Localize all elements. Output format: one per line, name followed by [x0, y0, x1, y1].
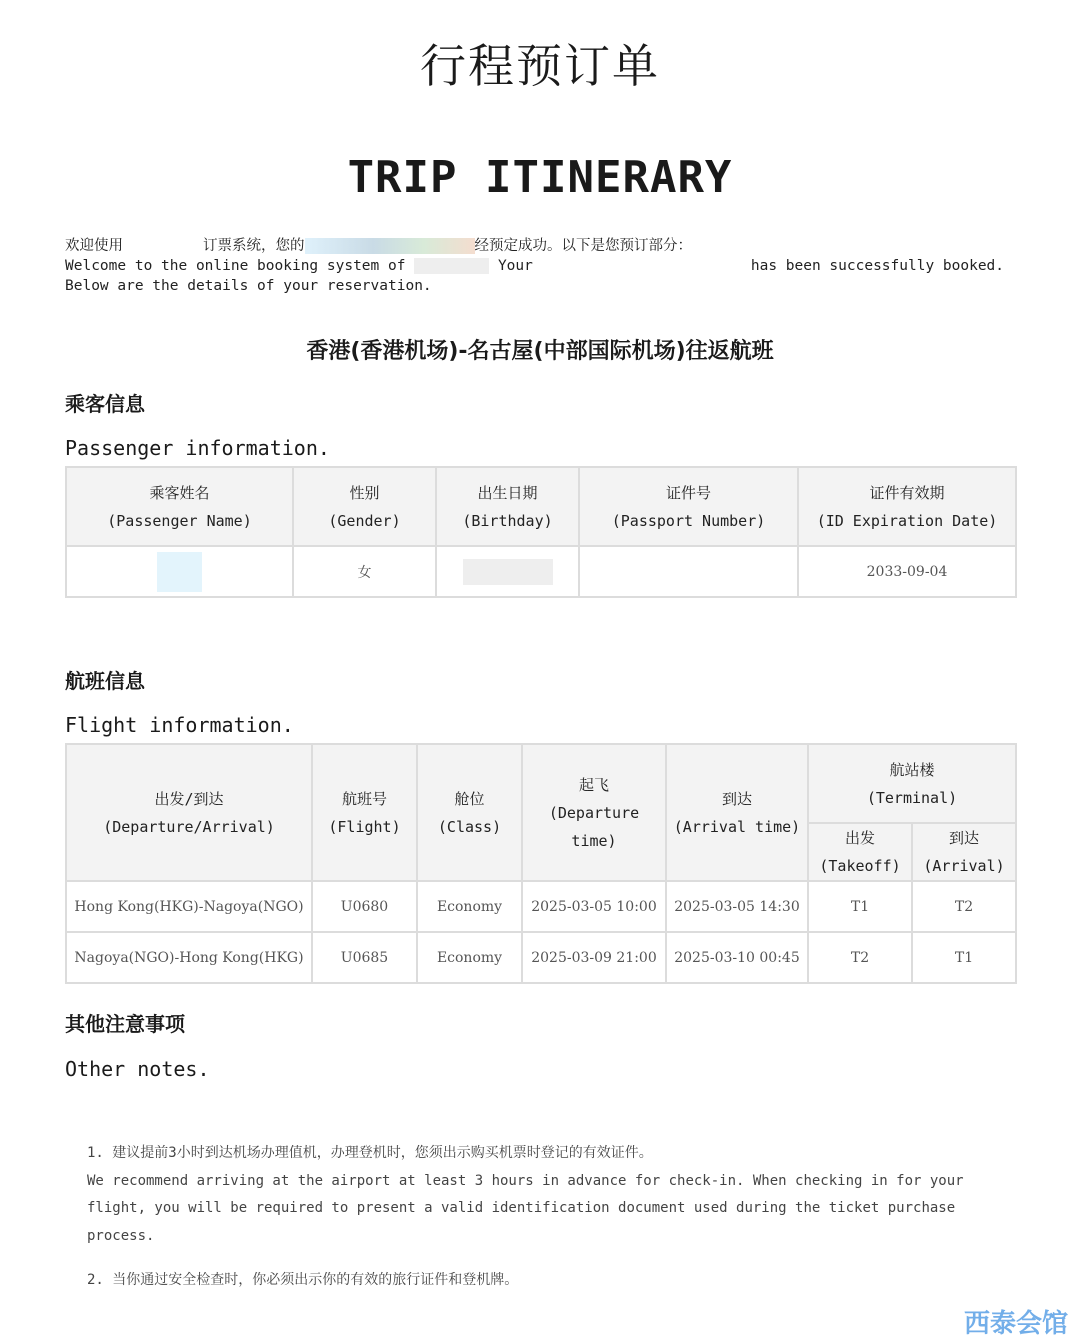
header-zh: 出生日期 [477, 483, 538, 502]
header-zh: 证件有效期 [869, 483, 945, 502]
header-gender [293, 467, 436, 546]
header-en: (Class) [437, 817, 502, 836]
note-1-en: We recommend arriving at the airport at least 3 hours in advance for check-in. When checking in for your flight, you will be required to present a valid identification document used during the ticket purchase process. [87, 1172, 964, 1244]
table-row [66, 932, 1016, 983]
header-flight [312, 744, 417, 881]
header-terminal [808, 744, 1016, 823]
flight-table [65, 743, 1017, 984]
notes-heading-zh: 其他注意事项 [65, 1012, 185, 1036]
header-en: (Gender) [328, 511, 401, 530]
title-zh: 行程预订单 [420, 39, 660, 93]
header-zh: 出发 [844, 829, 875, 847]
header-en: (Departure/Arrival) [103, 817, 275, 836]
welcome-en-4: Below are the details of your reservation. [65, 278, 432, 294]
cell-takeoff-terminal: T2 [808, 932, 912, 983]
header-zh: 到达 [948, 829, 979, 847]
redacted-block [123, 238, 203, 254]
header-en: (Departure time) [548, 803, 640, 850]
header-zh: 航站楼 [889, 760, 935, 779]
welcome-en-1: Welcome to the online booking system of [65, 258, 406, 274]
redacted-block [463, 559, 553, 585]
cell-birthday [436, 546, 579, 597]
header-zh: 到达 [721, 789, 752, 808]
cell-class: Economy [417, 881, 522, 932]
cell-departure: 2025-03-09 21:00 [522, 932, 666, 983]
header-route [66, 744, 312, 881]
welcome-zh-1: 欢迎使用 [65, 238, 123, 254]
header-zh: 舱位 [454, 789, 485, 808]
title-en: TRIP ITINERARY [347, 152, 733, 203]
header-en: (Flight) [328, 817, 401, 836]
flight-heading-en: Flight information. [65, 713, 294, 737]
cell-departure: 2025-03-05 10:00 [522, 881, 666, 932]
header-passenger-name [66, 467, 293, 546]
header-zh: 性别 [349, 483, 380, 502]
passenger-row [66, 546, 1016, 597]
redacted-block [414, 258, 489, 274]
welcome-zh-3: 经预定成功。以下是您预订部分： [474, 238, 692, 254]
note-1-zh: 1. 建议提前3小时到达机场办理值机，办理登机时，您须出示购买机票时登记的有效证件。 [87, 1145, 653, 1161]
header-terminal-arrival [912, 823, 1016, 881]
welcome-text [65, 236, 1004, 296]
cell-flight: U0680 [312, 881, 417, 932]
header-departure [522, 744, 666, 881]
passenger-heading-zh: 乘客信息 [65, 392, 145, 416]
header-en: (Arrival) [923, 857, 1005, 875]
cell-arrival-terminal: T1 [912, 932, 1016, 983]
cell-route: Hong Kong(HKG)-Nagoya(NGO) [66, 881, 312, 932]
passenger-heading-en: Passenger information. [65, 436, 330, 460]
cell-flight: U0685 [312, 932, 417, 983]
header-en: (Takeoff) [819, 857, 901, 875]
cell-arrival-terminal: T2 [912, 881, 1016, 932]
header-arrival [666, 744, 808, 881]
header-zh: 证件号 [665, 483, 711, 502]
passenger-table [65, 466, 1017, 598]
header-zh: 出发/到达 [154, 789, 224, 808]
cell-takeoff-terminal: T1 [808, 881, 912, 932]
header-zh: 乘客姓名 [149, 483, 210, 502]
welcome-zh-2: 订票系统，您的 [203, 238, 305, 254]
passenger-header-row [66, 467, 1016, 546]
header-en: (ID Expiration Date) [816, 511, 998, 530]
cell-passport [579, 546, 798, 597]
flight-header-row [66, 744, 1016, 823]
note-2 [87, 1267, 967, 1295]
cell-passenger-name [66, 546, 293, 597]
welcome-en-2: Your [497, 258, 533, 274]
header-en: (Terminal) [866, 788, 958, 807]
header-birthday [436, 467, 579, 546]
cell-gender: 女 [293, 546, 436, 597]
header-en: (Passport Number) [611, 511, 766, 530]
table-row [66, 881, 1016, 932]
redacted-block [533, 258, 751, 274]
watermark-logo: 西泰会馆 [963, 1309, 1068, 1339]
header-id-expiration [798, 467, 1016, 546]
header-zh: 航班号 [341, 789, 387, 808]
redacted-block [157, 552, 202, 592]
header-takeoff [808, 823, 912, 881]
notes-heading-en: Other notes. [65, 1057, 210, 1081]
note-1 [87, 1140, 967, 1250]
cell-arrival: 2025-03-10 00:45 [666, 932, 808, 983]
route-title: 香港(香港机场)-名古屋(中部国际机场)往返航班 [306, 339, 774, 364]
cell-route: Nagoya(NGO)-Hong Kong(HKG) [66, 932, 312, 983]
cell-id-expiration: 2033-09-04 [798, 546, 1016, 597]
redacted-block [305, 238, 475, 254]
header-zh: 起飞 [578, 775, 609, 794]
header-en: (Arrival time) [673, 817, 801, 836]
header-en: (Birthday) [462, 511, 553, 530]
welcome-en-3: has been successfully booked. [750, 258, 1005, 274]
cell-class: Economy [417, 932, 522, 983]
note-2-zh: 2. 当你通过安全检查时，你必须出示你的有效的旅行证件和登机牌。 [87, 1272, 519, 1288]
header-en: (Passenger Name) [107, 511, 252, 530]
header-passport [579, 467, 798, 546]
flight-heading-zh: 航班信息 [65, 669, 145, 693]
header-class [417, 744, 522, 881]
cell-arrival: 2025-03-05 14:30 [666, 881, 808, 932]
